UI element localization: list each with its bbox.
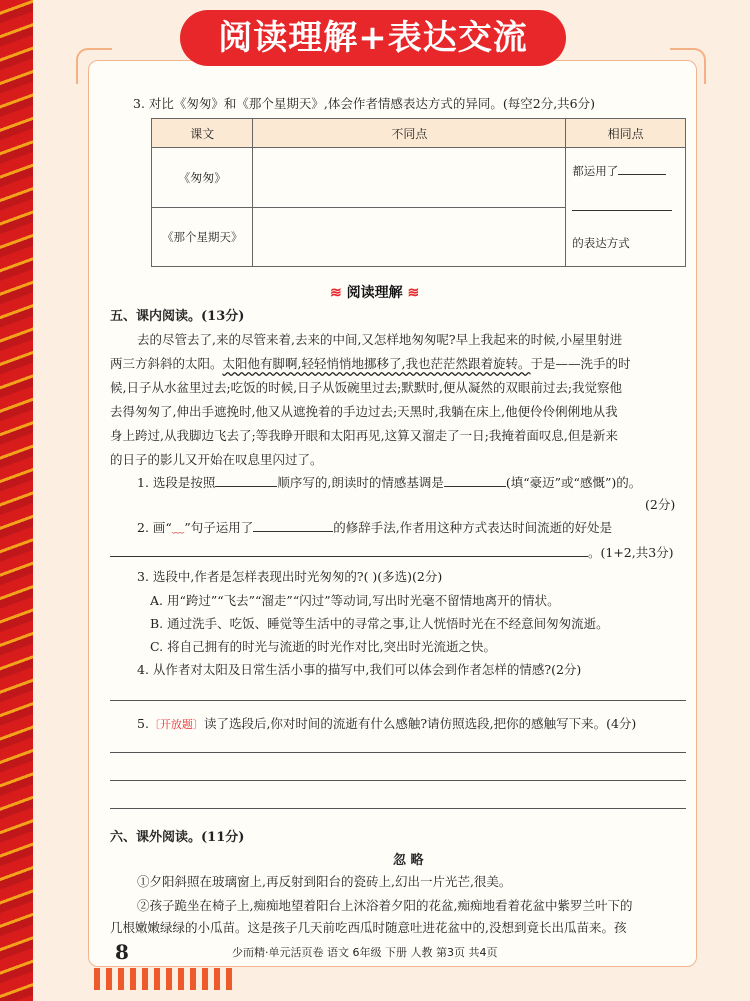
blank-q1-order[interactable]: [215, 474, 277, 487]
option-c[interactable]: C. 将自己拥有的时光与流逝的时光作对比,突出时光流逝之快。: [150, 639, 497, 654]
footer-info: 少而精·单元活页卷 语文 6年级 下册 人教 第3页 共4页: [232, 946, 498, 959]
question-4: 4. 从作者对太阳及日常生活小事的描写中,我们可以体会到作者怎样的情感?(2分): [137, 662, 582, 677]
header-similarities: 相同点: [566, 119, 686, 148]
blank-q2-benefit[interactable]: [110, 544, 588, 557]
diff-cell-1[interactable]: [253, 148, 566, 208]
row-sunday: 《那个星期天》: [152, 208, 253, 267]
compare-table: [151, 118, 686, 267]
question-2-line: 。(1+2,共3分): [110, 543, 674, 561]
story-paragraph-2: ②孩子跪坐在椅子上,痴痴地望着阳台上沐浴着夕阳的花盆,痴痴地看着花盆中紫罗兰叶下的: [137, 898, 633, 913]
question-2: 2. 画“﹏”句子运用了 的修辞手法,作者用这种方式表达时间流逝的好处是: [137, 520, 613, 535]
passage-line-6: 的日子的影儿又开始在叹息里闪过了。: [110, 452, 323, 467]
decorative-spine: [0, 0, 33, 1001]
header-differences: 不同点: [253, 119, 566, 148]
passage-line-4: 去得匆匆了,伸出手遮挽时,他又从遮挽着的手边过去;天黑时,我躺在床上,他便伶伶俐俐地从我: [110, 404, 618, 419]
diff-cell-2[interactable]: [253, 208, 566, 267]
section5-heading: 五、课内阅读。(13分): [110, 309, 245, 324]
marked-sentence: 太阳他有脚啊,轻轻悄悄地挪移了,我也茫茫然跟着旋转。: [222, 356, 531, 371]
page-banner: 阅读理解+表达交流: [180, 10, 566, 66]
page-number: 8: [115, 940, 129, 964]
answer-line-q5-1[interactable]: [110, 752, 686, 753]
corner-ornament-right: [670, 48, 706, 84]
open-question-tag: 〔开放题〕: [148, 718, 204, 731]
blank-same-1[interactable]: [618, 162, 666, 175]
passage-line-3: 候,日子从水盆里过去;吃饭的时候,日子从饭碗里过去;默默时,便从凝然的双眼前过去;我觉察他: [110, 380, 623, 395]
compare-question: 3. 对比《匆匆》和《那个星期天》,体会作者情感表达方式的异同。(每空2分,共6分): [133, 96, 596, 111]
blank-q1-tone[interactable]: [444, 474, 506, 487]
question-1: 1. 选段是按照 顺序写的,朗读时的情感基调是 (填“豪迈”或“感慨”)的。: [137, 475, 642, 490]
blank-q2-rhetoric[interactable]: [253, 519, 333, 532]
option-a[interactable]: A. 用“跨过”“飞去”“溜走”“闪过”等动词,写出时光毫不留情地离开的情状。: [150, 593, 560, 608]
header-text: 课文: [152, 119, 253, 148]
answer-line-q5-2[interactable]: [110, 780, 686, 781]
story-paragraph-2-cont: 几根嫩嫩绿绿的小瓜苗。这是孩子几天前吃西瓜时随意吐进花盆中的,没想到竟长出瓜苗来。孩: [110, 920, 627, 935]
corner-ornament-left: [76, 48, 112, 84]
story-title: 忽 略: [393, 853, 424, 868]
option-b[interactable]: B. 通过洗手、吃饭、睡觉等生活中的寻常之事,让人恍悟时光在不经意间匆匆流逝。: [150, 616, 609, 631]
section-title: ≋ 阅读理解 ≋: [330, 285, 420, 301]
question-3: 3. 选段中,作者是怎样表现出时光匆匆的?( )(多选)(2分): [137, 569, 443, 584]
passage-line-5: 身上跨过,从我脚边飞去了;等我睁开眼和太阳再见,这算又溜走了一日;我掩着面叹息,但是新来: [110, 428, 618, 443]
passage-line-2: 两三方斜斜的太阳。太阳他有脚啊,轻轻悄悄地挪移了,我也茫茫然跟着旋转。于是——洗手的时: [110, 356, 631, 371]
answer-line-q5-3[interactable]: [110, 808, 686, 809]
same-cell[interactable]: [566, 148, 686, 267]
story-paragraph-1: ①夕阳斜照在玻璃窗上,再反射到阳台的瓷砖上,幻出一片光芒,很美。: [137, 874, 512, 889]
footer-decoration: [94, 968, 238, 994]
blank-same-2[interactable]: [572, 198, 672, 211]
answer-line-q4[interactable]: [110, 700, 686, 701]
same-prefix: 都运用了: [572, 164, 619, 178]
section6-heading: 六、课外阅读。(11分): [110, 830, 245, 845]
question-1-score: (2分): [645, 497, 676, 512]
question-5: 5.〔开放题〕读了选段后,你对时间的流逝有什么感触?请仿照选段,把你的感触写下来。(4分): [137, 716, 637, 731]
same-suffix: 的表达方式: [572, 236, 630, 250]
row-congcong: 《匆匆》: [152, 148, 253, 208]
passage-line-1: 去的尽管去了,来的尽管来着,去来的中间,又怎样地匆匆呢?早上我起来的时候,小屋里射进: [137, 332, 623, 347]
